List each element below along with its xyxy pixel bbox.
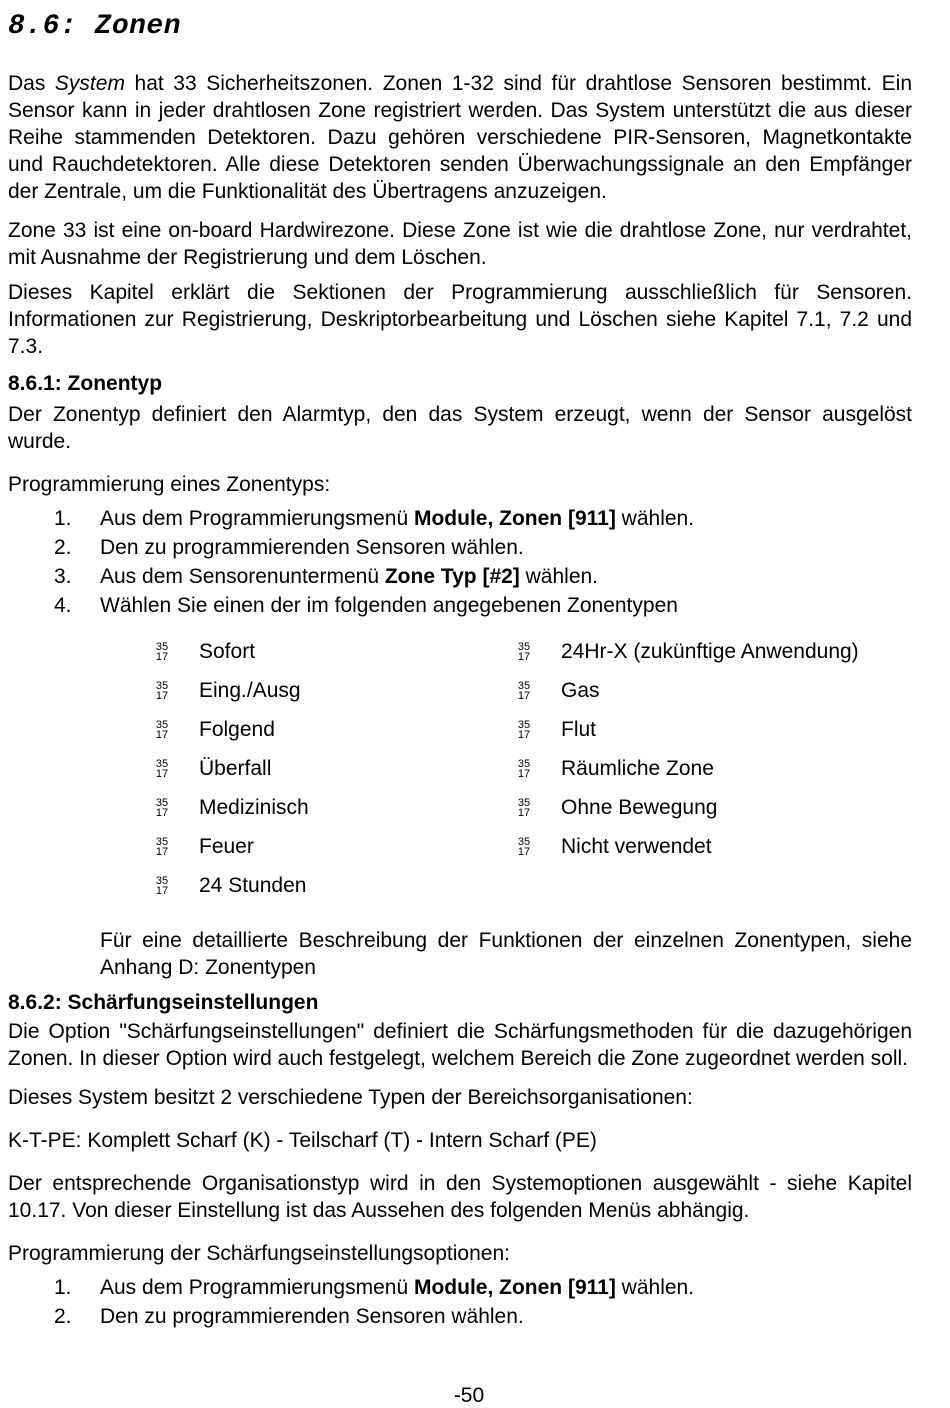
- schaerfung-ktpe: K-T-PE: Komplett Scharf (K) - Teilscharf (T) - Intern Scharf (PE): [8, 1129, 597, 1152]
- bullet-icon: 35 17: [517, 679, 531, 702]
- bullet-icon: 35 17: [155, 679, 169, 702]
- bullet-icon: 35 17: [155, 835, 169, 858]
- list-item: [8, 533, 912, 562]
- step-text: Den zu programmierenden Sensoren wählen.: [100, 536, 524, 559]
- step-number: 1.: [54, 507, 72, 530]
- bullet-icon: 35 17: [517, 757, 531, 780]
- list-item: [8, 591, 912, 620]
- bullet-icon: 35 17: [155, 874, 169, 897]
- zone-type-option: 35 17 Ohne Bewegung: [517, 795, 718, 819]
- step-text: Aus dem Sensorenuntermenü Zone Typ [#2] wählen.: [100, 565, 599, 588]
- intro-text-rest: hat 33 Sicherheitszonen. Zonen 1-32 sind für drahtlose Sensoren bestimmt. Ein Sensor kann in jeder drahtlosen Zone registriert werden. Das System unterstützt die aus dieser Reihe stammenden Detektoren. Dazu gehören verschiedene PIR-Sensoren, Magnetkontakte und Rauchdetektoren. Alle diese Detektoren senden Überwachungssignale an den Empfänger der Zentrale, um die Funktionalität des Übertragens anzuzeigen.: [8, 72, 912, 203]
- list-item: [8, 562, 912, 591]
- zone-type-option: 35 17 Räumliche Zone: [517, 756, 714, 780]
- intro-italic: System: [54, 72, 125, 95]
- step-number: 3.: [54, 565, 72, 588]
- zone-type-options: [154, 632, 912, 905]
- step-text: Wählen Sie einen der im folgenden angegebenen Zonentypen: [100, 594, 678, 617]
- document-page: [8, 0, 912, 1331]
- zone33-paragraph: Zone 33 ist eine on-board Hardwirezone. Diese Zone ist wie die drahtlose Zone, nur verdrahtet, mit Ausnahme der Registrierung und dem Löschen.: [8, 219, 912, 269]
- zonentyp-steps: [8, 504, 912, 620]
- list-item: [8, 1273, 912, 1302]
- options-column-left: [154, 632, 516, 905]
- zone-type-option: 35 17 Medizinisch: [155, 795, 309, 819]
- bullet-icon: 35 17: [155, 757, 169, 780]
- page-number: -50: [453, 1384, 485, 1407]
- schaerfung-lead: Programmierung der Schärfungseinstellungsoptionen:: [8, 1242, 510, 1265]
- zone-type-option: 35 17 Folgend: [155, 717, 275, 741]
- zone-type-option: 35 17 Flut: [517, 717, 597, 741]
- list-item: [8, 1302, 912, 1331]
- bullet-icon: 35 17: [517, 640, 531, 663]
- schaerfung-steps: [8, 1273, 912, 1331]
- bullet-icon: 35 17: [155, 796, 169, 819]
- zone-type-option: 35 17 Nicht verwendet: [517, 834, 712, 858]
- page-title: 8.6: Zonen: [8, 11, 182, 42]
- list-item: [8, 504, 912, 533]
- zone-type-option: 35 17 Gas: [517, 678, 600, 702]
- zone-type-option: 35 17 Sofort: [155, 639, 256, 663]
- step-text: Den zu programmierenden Sensoren wählen.: [100, 1305, 524, 1328]
- intro-text: Das: [8, 72, 55, 95]
- schaerfung-org: Der entsprechende Organisationstyp wird in den Systemoptionen ausgewählt - siehe Kapitel 10.17. Von dieser Einstellung ist das Aussehen des folgenden Menüs abhängig.: [8, 1172, 912, 1222]
- zonentyp-description: Der Zonentyp definiert den Alarmtyp, den das System erzeugt, wenn der Sensor ausgelöst wurde.: [8, 403, 912, 453]
- bullet-icon: 35 17: [517, 718, 531, 741]
- section-heading-schaerfung: 8.6.2: Schärfungseinstellungen: [8, 991, 319, 1014]
- step-number: 2.: [54, 1305, 72, 1328]
- step-number: 2.: [54, 536, 72, 559]
- chapter-paragraph: Dieses Kapitel erklärt die Sektionen der Programmierung ausschließlich für Sensoren. Informationen zur Registrierung, Deskriptorbearbeitung und Löschen siehe Kapitel 7.1, 7.2 und 7.3.: [8, 281, 912, 358]
- zone-type-option: 35 17 Überfall: [155, 756, 272, 780]
- step-number: 4.: [54, 594, 72, 617]
- step-text: Aus dem Programmierungsmenü Module, Zonen [911] wählen.: [100, 507, 695, 530]
- step-number: 1.: [54, 1276, 72, 1299]
- zone-type-option: 35 17 Feuer: [155, 834, 254, 858]
- zone-type-option: 35 17 Eing./Ausg: [155, 678, 301, 702]
- step-text: Aus dem Programmierungsmenü Module, Zonen [911] wählen.: [100, 1276, 695, 1299]
- bullet-icon: 35 17: [155, 640, 169, 663]
- intro-paragraph: [8, 70, 912, 205]
- schaerfung-types: Dieses System besitzt 2 verschiedene Typen der Bereichsorganisationen:: [8, 1086, 693, 1109]
- options-column-right: [516, 632, 876, 905]
- bullet-icon: 35 17: [155, 718, 169, 741]
- zone-type-option: 35 17 24 Stunden: [155, 873, 307, 897]
- zonentyp-note: Für eine detaillierte Beschreibung der Funktionen der einzelnen Zonentypen, siehe Anhang D: Zonentypen: [100, 929, 912, 979]
- bullet-icon: 35 17: [517, 796, 531, 819]
- section-heading-zonentyp: 8.6.1: Zonentyp: [8, 372, 163, 395]
- zonentyp-lead: Programmierung eines Zonentyps:: [8, 473, 331, 496]
- schaerfung-description: Die Option "Schärfungseinstellungen" definiert die Schärfungsmethoden für die dazugehörigen Zonen. In dieser Option wird auch festgelegt, welchem Bereich die Zone zugeordnet werden soll.: [8, 1020, 912, 1070]
- zone-type-option: 35 17 24Hr-X (zukünftige Anwendung): [517, 639, 859, 663]
- bullet-icon: 35 17: [517, 835, 531, 858]
